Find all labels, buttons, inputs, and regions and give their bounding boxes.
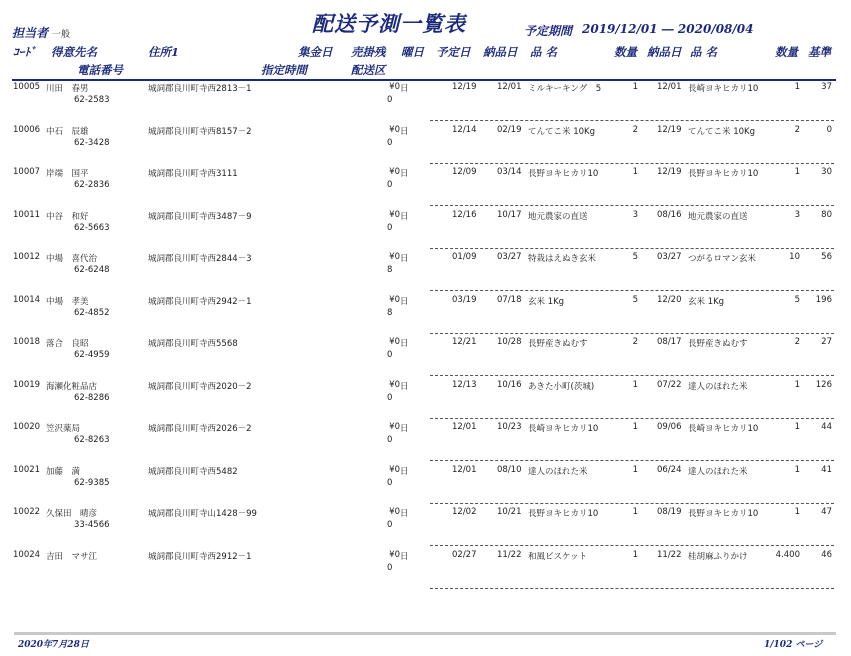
cell-balance: ¥0 — [389, 422, 400, 432]
cell-std: 44 — [821, 422, 832, 432]
cell-std: 46 — [821, 549, 832, 560]
cell-scheduled: 12/02 — [452, 507, 477, 517]
cell-p2: 地元農家の直送 — [688, 211, 748, 222]
cell-scheduled: 12/13 — [452, 379, 477, 390]
cell-d2: 08/17 — [657, 337, 682, 347]
cell-d1: 12/01 — [497, 82, 522, 92]
cell-q2: 1 — [794, 422, 800, 432]
cell-name: 中場 喜代治 — [46, 254, 98, 264]
cell-q1: 1 — [632, 82, 638, 92]
cell-phone: 62-2836 — [74, 180, 110, 190]
cell-p2: 長野ヨキヒカリ10 — [688, 169, 759, 179]
cell-phone: 62-9385 — [74, 477, 110, 488]
cell-std: 56 — [821, 252, 832, 262]
cell-name: 中石 辰雄 — [46, 126, 89, 137]
cell-d1: 11/22 — [497, 549, 522, 560]
row-separator — [430, 205, 834, 206]
cell-std: 41 — [821, 464, 832, 475]
row-separator — [430, 163, 834, 164]
report-title: 配送予測一覧表 — [312, 11, 466, 36]
cell-area: 0 — [387, 137, 393, 148]
cell-q1: 2 — [632, 337, 638, 347]
footer-divider — [14, 632, 836, 635]
cell-phone: 62-4959 — [74, 350, 110, 360]
table-row — [0, 465, 851, 507]
cell-area: 0 — [387, 392, 393, 403]
cell-d1: 10/21 — [497, 507, 522, 517]
cell-d2: 06/24 — [657, 464, 682, 475]
cell-weekday: 日 — [400, 254, 409, 264]
header-divider — [12, 79, 836, 81]
cell-p2: つがるロマン玄米 — [688, 254, 757, 264]
cell-std: 80 — [821, 209, 832, 220]
table-row — [0, 252, 851, 294]
cell-phone: 62-8286 — [74, 392, 110, 403]
col-address: 住所1 — [148, 45, 180, 59]
cell-code: 10014 — [13, 294, 41, 305]
cell-std: 196 — [815, 294, 832, 305]
cell-balance: ¥0 — [389, 549, 400, 560]
cell-p1: 長崎ヨキヒカリ10 — [528, 424, 599, 434]
cell-p2: 桂胡麻ふりかけ — [688, 551, 748, 562]
cell-address: 城詞郡良川町寺山1428－99 — [148, 509, 257, 519]
cell-phone: 62-5663 — [74, 222, 110, 233]
col-collection: 集金日 — [298, 45, 333, 59]
cell-std: 126 — [815, 379, 832, 390]
cell-address: 城詞郡良川町寺西8157－2 — [148, 126, 252, 137]
cell-d2: 12/19 — [657, 124, 682, 135]
cell-d1: 10/17 — [497, 209, 522, 220]
manager-label: 担当者 — [12, 26, 49, 40]
col-balance: 売掛残 — [351, 45, 386, 59]
cell-p1: 和風ビスケット — [528, 551, 588, 562]
cell-q2: 2 — [794, 337, 800, 347]
cell-phone: 62-4852 — [74, 307, 110, 318]
cell-q2: 10 — [789, 252, 800, 262]
col-product-2: 品 名 — [690, 45, 718, 59]
row-separator — [430, 120, 834, 121]
col-weekday: 曜日 — [401, 45, 424, 59]
cell-q2: 4.400 — [775, 549, 800, 560]
cell-std: 47 — [821, 507, 832, 517]
row-separator — [430, 503, 834, 504]
cell-weekday: 日 — [400, 339, 409, 349]
cell-phone: 62-2583 — [74, 95, 110, 105]
cell-code: 10012 — [13, 252, 41, 262]
cell-area: 0 — [387, 180, 393, 190]
cell-address: 城詞郡良川町寺西2020－2 — [148, 381, 252, 392]
cell-p2: 長野ヨキヒカリ10 — [688, 509, 759, 519]
cell-q2: 3 — [794, 209, 800, 220]
cell-area: 0 — [387, 520, 393, 530]
cell-scheduled: 12/16 — [452, 209, 477, 220]
cell-area: 0 — [387, 95, 393, 105]
row-separator — [430, 545, 834, 546]
row-separator — [430, 333, 834, 334]
cell-phone: 62-8263 — [74, 435, 110, 445]
row-separator — [430, 588, 834, 589]
cell-phone: 62-3428 — [74, 137, 110, 148]
cell-weekday: 日 — [400, 169, 409, 179]
cell-d2: 08/19 — [657, 507, 682, 517]
cell-address: 城詞郡良川町寺西2912－1 — [148, 551, 252, 562]
cell-q1: 1 — [632, 507, 638, 517]
cell-q1: 3 — [632, 209, 638, 220]
cell-p1: 地元農家の直送 — [528, 211, 588, 222]
cell-d2: 12/20 — [657, 294, 682, 305]
cell-area: 0 — [387, 222, 393, 233]
cell-q1: 1 — [632, 167, 638, 177]
col-scheduled-date: 予定日 — [436, 45, 471, 59]
page-number: 1/102 ページ — [764, 640, 823, 650]
cell-d2: 12/19 — [657, 167, 682, 177]
cell-address: 城詞郡良川町寺西2026－2 — [148, 424, 252, 434]
cell-d1: 02/19 — [497, 124, 522, 135]
cell-d1: 08/10 — [497, 464, 522, 475]
row-separator — [430, 418, 834, 419]
table-row — [0, 422, 851, 464]
cell-p2: 長野産きぬむす — [688, 339, 748, 349]
period-value: 2019/12/01 ― 2020/08/04 — [582, 22, 754, 36]
cell-weekday: 日 — [400, 381, 409, 392]
cell-p1: 長野ヨキヒカリ10 — [528, 509, 599, 519]
cell-scheduled: 03/19 — [452, 294, 477, 305]
cell-d1: 03/27 — [497, 252, 522, 262]
cell-code: 10024 — [13, 549, 41, 560]
cell-balance: ¥0 — [389, 294, 400, 305]
cell-weekday: 日 — [400, 551, 409, 562]
col-code: ｺｰﾄﾞ — [13, 45, 36, 59]
col-qty-1: 数量 — [614, 45, 637, 59]
cell-area: 0 — [387, 477, 393, 488]
cell-name: 加藤 満 — [46, 466, 81, 477]
cell-p1: てんてこ米 10Kg — [528, 126, 595, 137]
cell-d1: 03/14 — [497, 167, 522, 177]
cell-p2: てんてこ米 10Kg — [688, 126, 755, 137]
cell-weekday: 日 — [400, 296, 409, 307]
cell-d1: 10/23 — [497, 422, 522, 432]
cell-p1: 長野ヨキヒカリ10 — [528, 169, 599, 179]
cell-name: 川田 春男 — [46, 84, 89, 94]
cell-p2: 玄米 1Kg — [688, 296, 725, 307]
col-time: 指定時間 — [261, 63, 307, 77]
cell-std: 30 — [821, 167, 832, 177]
col-qty-2: 数量 — [775, 45, 798, 59]
col-delivery-date-2: 納品日 — [647, 45, 682, 59]
cell-scheduled: 12/19 — [452, 82, 477, 92]
cell-q1: 1 — [632, 379, 638, 390]
cell-balance: ¥0 — [389, 124, 400, 135]
cell-q1: 1 — [632, 549, 638, 560]
cell-phone: 62-6248 — [74, 265, 110, 275]
cell-p1: 長野産きぬむす — [528, 339, 588, 349]
cell-q1: 2 — [632, 124, 638, 135]
table-row — [0, 167, 851, 209]
cell-code: 10006 — [13, 124, 41, 135]
cell-q2: 1 — [794, 464, 800, 475]
cell-p2: 長崎ヨキヒカリ10 — [688, 84, 759, 94]
cell-balance: ¥0 — [389, 379, 400, 390]
cell-scheduled: 01/09 — [452, 252, 477, 262]
cell-code: 10019 — [13, 379, 41, 390]
col-product-1: 品 名 — [530, 45, 558, 59]
period-label: 予定期間 — [524, 24, 573, 38]
cell-p1: あきた小町(茨城) — [528, 381, 595, 392]
cell-weekday: 日 — [400, 84, 409, 94]
table-row — [0, 210, 851, 252]
cell-name: 岸端 国平 — [46, 169, 89, 179]
cell-d1: 07/18 — [497, 294, 522, 305]
cell-balance: ¥0 — [389, 167, 400, 177]
cell-scheduled: 12/09 — [452, 167, 477, 177]
cell-q1: 1 — [632, 464, 638, 475]
table-row — [0, 550, 851, 592]
cell-q1: 5 — [632, 294, 638, 305]
cell-std: 27 — [821, 337, 832, 347]
cell-d2: 07/22 — [657, 379, 682, 390]
cell-balance: ¥0 — [389, 252, 400, 262]
cell-p1: 達人のほれた米 — [528, 466, 588, 477]
print-date: 2020年7月28日 — [18, 640, 89, 650]
cell-balance: ¥0 — [389, 209, 400, 220]
row-separator — [430, 460, 834, 461]
cell-scheduled: 12/14 — [452, 124, 477, 135]
cell-area: 0 — [387, 435, 393, 445]
cell-p1: 玄米 1Kg — [528, 296, 565, 307]
row-separator — [430, 375, 834, 376]
table-row — [0, 380, 851, 422]
cell-name: 中場 孝美 — [46, 296, 89, 307]
cell-d1: 10/28 — [497, 337, 522, 347]
table-row — [0, 82, 851, 124]
cell-q2: 1 — [794, 379, 800, 390]
cell-code: 10011 — [13, 209, 41, 220]
manager-value: 一般 — [52, 30, 71, 40]
cell-address: 城詞郡良川町寺西2813－1 — [148, 84, 252, 94]
col-phone: 電話番号 — [77, 63, 123, 77]
cell-scheduled: 12/21 — [452, 337, 477, 347]
cell-balance: ¥0 — [389, 337, 400, 347]
col-area: 配送区 — [351, 63, 386, 77]
cell-q2: 1 — [794, 507, 800, 517]
cell-q1: 1 — [632, 422, 638, 432]
col-customer: 得意先名 — [51, 45, 97, 59]
cell-code: 10021 — [13, 464, 41, 475]
cell-weekday: 日 — [400, 211, 409, 222]
cell-address: 城詞郡良川町寺西3487－9 — [148, 211, 252, 222]
cell-balance: ¥0 — [389, 507, 400, 517]
cell-name: 海瀬化粧品店 — [46, 381, 98, 392]
table-row — [0, 125, 851, 167]
cell-std: 0 — [826, 124, 832, 135]
table-row — [0, 337, 851, 379]
col-delivery-date-1: 納品日 — [483, 45, 518, 59]
cell-p2: 達人のほれた米 — [688, 381, 748, 392]
row-separator — [430, 290, 834, 291]
cell-p1: ミルキーキング 5 — [528, 84, 602, 94]
cell-weekday: 日 — [400, 509, 409, 519]
col-standard: 基準 — [808, 45, 831, 59]
cell-q1: 5 — [632, 252, 638, 262]
cell-p2: 達人のほれた米 — [688, 466, 748, 477]
cell-p2: 長崎ヨキヒカリ10 — [688, 424, 759, 434]
cell-area: 0 — [387, 350, 393, 360]
cell-area: 0 — [387, 562, 393, 573]
cell-area: 8 — [387, 307, 393, 318]
row-separator — [430, 248, 834, 249]
cell-address: 城詞郡良川町寺西5482 — [148, 466, 238, 477]
cell-scheduled: 02/27 — [452, 549, 477, 560]
cell-balance: ¥0 — [389, 464, 400, 475]
cell-scheduled: 12/01 — [452, 464, 477, 475]
cell-address: 城詞郡良川町寺西5568 — [148, 339, 238, 349]
cell-d2: 09/06 — [657, 422, 682, 432]
cell-area: 8 — [387, 265, 393, 275]
cell-d2: 11/22 — [657, 549, 682, 560]
cell-phone: 33-4566 — [74, 520, 110, 530]
cell-d2: 08/16 — [657, 209, 682, 220]
table-row — [0, 295, 851, 337]
cell-q2: 1 — [794, 167, 800, 177]
cell-weekday: 日 — [400, 126, 409, 137]
cell-d2: 12/01 — [657, 82, 682, 92]
cell-scheduled: 12/01 — [452, 422, 477, 432]
cell-d1: 10/16 — [497, 379, 522, 390]
cell-code: 10005 — [13, 82, 41, 92]
cell-address: 城詞郡良川町寺西3111 — [148, 169, 238, 179]
cell-p1: 特栽はえぬき玄米 — [528, 254, 597, 264]
cell-name: 久保田 晴彦 — [46, 509, 98, 519]
cell-name: 中谷 和好 — [46, 211, 89, 222]
cell-name: 吉田 マサ江 — [46, 551, 98, 562]
cell-weekday: 日 — [400, 424, 409, 434]
cell-code: 10022 — [13, 507, 41, 517]
cell-q2: 2 — [794, 124, 800, 135]
cell-name: 落合 良昭 — [46, 339, 89, 349]
cell-address: 城詞郡良川町寺西2942－1 — [148, 296, 252, 307]
cell-q2: 5 — [794, 294, 800, 305]
cell-std: 37 — [821, 82, 832, 92]
table-row — [0, 507, 851, 549]
cell-balance: ¥0 — [389, 82, 400, 92]
cell-d2: 03/27 — [657, 252, 682, 262]
cell-q2: 1 — [794, 82, 800, 92]
cell-code: 10018 — [13, 337, 41, 347]
cell-name: 笠沢薬局 — [46, 424, 81, 434]
cell-address: 城詞郡良川町寺西2844－3 — [148, 254, 252, 264]
cell-code: 10020 — [13, 422, 41, 432]
cell-code: 10007 — [13, 167, 41, 177]
cell-weekday: 日 — [400, 466, 409, 477]
